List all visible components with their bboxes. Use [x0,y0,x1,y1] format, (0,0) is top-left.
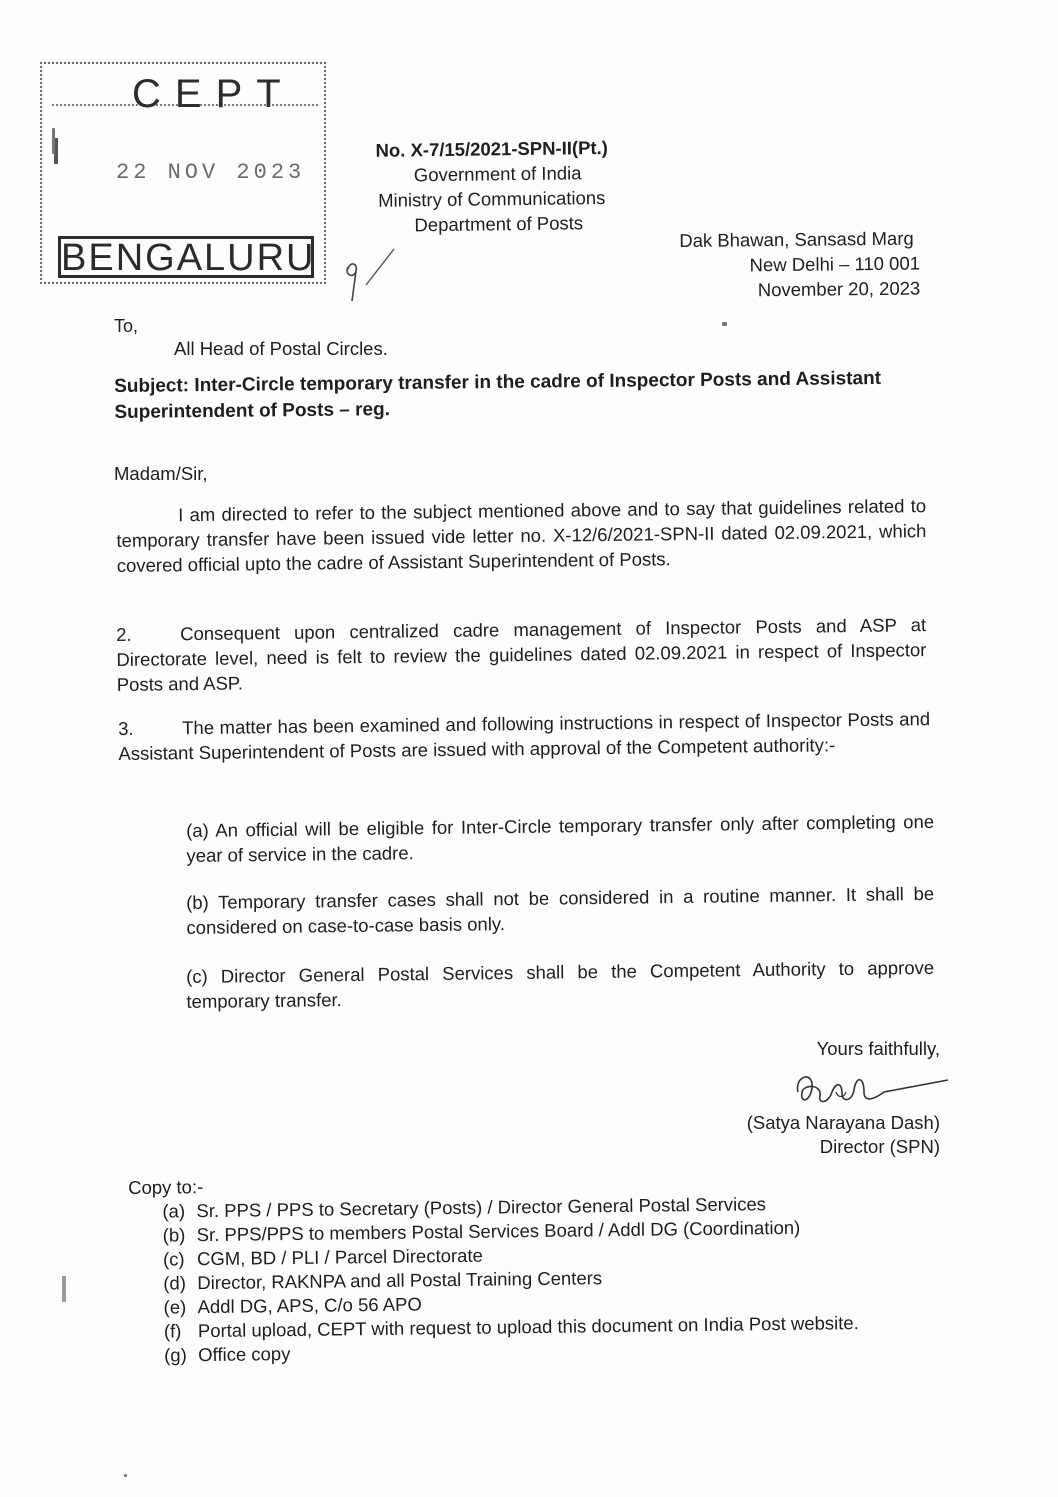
stamp-top-band [52,72,318,116]
copy-item-text: CGM, BD / PLI / Parcel Directorate [196,1244,483,1270]
subject-line: Subject: Inter-Circle temporary transfer in the cadre of Inspector Posts and Assistant Superintendent of Posts – reg. [114,367,882,423]
letter-header [371,134,672,238]
copy-item-label: (g) [164,1344,187,1366]
closing-line: Yours faithfully, [816,1038,940,1059]
address-line-2: New Delhi – 110 001 [749,252,921,276]
handwritten-initials [336,245,406,305]
scan-speck [124,1474,127,1477]
copy-item-label: (c) [162,1248,185,1270]
copy-item-text: Addl DG, APS, C/o 56 APO [197,1293,422,1318]
org-line-ministry: Ministry of Communications [378,186,606,211]
paragraph-3 [118,706,931,766]
instruction-b: (b) Temporary transfer cases shall not be considered in a routine manner. It shall be considered on case-to-case basis only. [186,882,935,938]
copy-item-text: Director, RAKNPA and all Postal Training Centers [197,1267,603,1294]
stamp-city: BENGALURU [58,236,314,278]
copy-to-heading: Copy to:- [128,1176,204,1198]
signatory-designation: Director (SPN) [819,1136,940,1157]
stamp-date: 22 NOV 2023 [116,160,306,185]
org-line-department: Department of Posts [414,212,584,236]
instruction-c: (c) Director General Postal Services shall be the Competent Authority to approve temporary transfer. [186,956,935,1012]
copy-item-label: (e) [163,1296,187,1318]
recipient: All Head of Postal Circles. [174,338,388,359]
copy-item-text: Office copy [198,1343,291,1366]
paragraph-3-text: The matter has been examined and following instructions in respect of Inspector Posts and Assistant Superintendent of Posts are issued with approval of the Competent authority:- [118,708,931,764]
copy-item-text: Sr. PPS/PPS to members Postal Services Board / Addl DG (Coordination) [196,1216,801,1246]
file-number: No. X-7/15/2021-SPN-II(Pt.) [375,136,609,161]
receipt-stamp [40,62,326,284]
salutation: Madam/Sir, [114,463,208,484]
address-line-1: Dak Bhawan, Sansasd Marg [679,227,914,252]
copy-item-text: Portal upload, CEPT with request to upload this document on India Post website. [197,1312,859,1342]
signatory-block [700,1111,940,1159]
copy-to-block [128,1166,910,1368]
signatory-name: (Satya Narayana Dash) [746,1112,940,1133]
paragraph-2-text: Consequent upon centralized cadre management of Inspector Posts and ASP at Directorate level, need is felt to review the guidelines dated 02.09.2021 in respect of Inspector Posts and ASP. [116,614,927,695]
copy-item-text: Sr. PPS / PPS to Secretary (Posts) / Director General Postal Services [196,1193,767,1222]
copy-item-label: (f) [163,1320,182,1342]
stamp-cept-text: CEPT [132,72,295,116]
paragraph-2 [116,612,927,697]
paragraph-3-number: 3. [118,717,134,739]
copy-item-label: (d) [163,1272,187,1294]
letter-date: November 20, 2023 [757,277,921,301]
org-line-government: Government of India [413,162,582,186]
signature [792,1062,952,1114]
copy-item-label: (b) [162,1224,186,1246]
to-label: To, [114,316,139,336]
scan-speck [62,1276,66,1302]
scan-speck [52,128,55,154]
scan-speck [722,322,727,326]
sender-address [640,226,921,304]
instruction-a: (a) An official will be eligible for Inter-Circle temporary transfer only after completing one year of service in the cadre. [186,810,935,866]
paragraph-1: I am directed to refer to the subject mentioned above and to say that guidelines related to temporary transfer have been issued vide letter no. X-12/6/2021-SPN-II dated 02.09.2021, which covered official upto the cadre of Assistant Superintendent of Posts. [116,495,927,576]
copy-item-label: (a) [162,1200,186,1222]
paragraph-2-number: 2. [116,623,132,645]
